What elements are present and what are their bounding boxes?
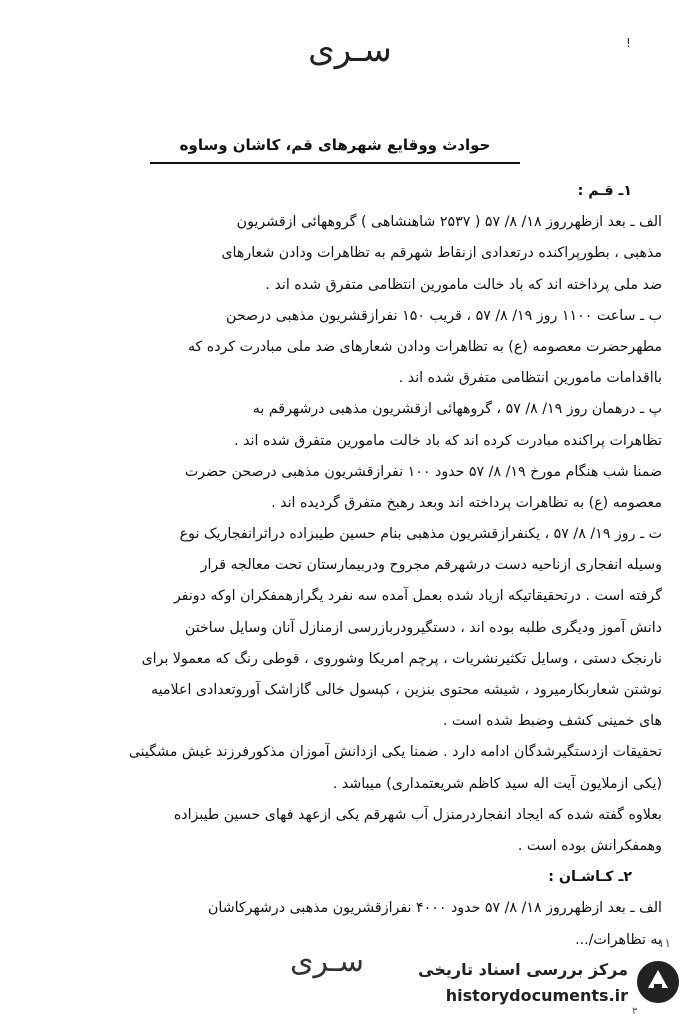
- body-line: مطهرحضرت معصومه (ع) به تظاهرات ودادن شعارهای ضد ملی مبادرت کرده که: [187, 338, 662, 355]
- body-line: های خمینی کشف وضبط شده است .: [442, 713, 662, 730]
- page-number-bottom: ۳: [632, 1006, 638, 1017]
- body-line: ۲ـ کـاشـان :: [548, 869, 632, 886]
- body-line: نوشتن شعاربکارمیرود ، شیشه محتوی بنزین ، کپسول خالی گازاشک آوروتعدادی اعلامیه: [151, 682, 662, 698]
- body-line: نارنجک دستی ، وسایل تکثیرنشریات ، پرچم امریکا وشوروی ، قوطی رنگ که معمولا برای: [141, 650, 662, 667]
- body-line: پ ـ درهمان روز ۱۹/ ۸/ ۵۷ ، گروههائی ازقشریون مذهبی درشهرقم به: [252, 401, 662, 418]
- body-line: ضمنا شب هنگام مورخ ۱۹/ ۸/ ۵۷ حدود ۱۰۰ نفرازقشریون مذهبی درصحن حضرت: [184, 463, 662, 480]
- page-number: ۱۱: [658, 936, 671, 950]
- body-line: ت ـ روز ۱۹/ ۸/ ۵۷ ، یکنفرازقشریون مذهبی بنام حسین طیبزاده دراثرانفجاریک نوع: [179, 526, 662, 543]
- body-line: تظاهرات پراکنده مبادرت کرده اند که باد خالت مامورین متفرق شده اند .: [234, 432, 662, 449]
- document-title-text: حوادث ووقایع شهرهای قم، کاشان وساوه: [179, 136, 491, 154]
- body-line: (یکی ازملایون آیت اله سید کاظم شریعتمداری) میباشد .: [332, 775, 662, 792]
- body-line: وسیله انفجاری ازناحیه دست درشهرقم مجروح ودربیمارستان تحت معالجه قرار: [200, 557, 662, 574]
- archive-logo-icon: [634, 958, 682, 1006]
- archive-watermark: [418, 954, 684, 1014]
- classification-footer: سـری: [290, 944, 364, 979]
- body-line: الف ـ بعد ازظهرروز ۱۸/ ۸/ ۵۷ حدود ۴۰۰۰ نفرازقشریون مذهبی درشهرکاشان: [207, 900, 662, 917]
- classification-header: سـری: [308, 30, 392, 70]
- body-line: وهمفکرانش بوده است .: [517, 837, 662, 854]
- body-line: الف ـ بعد ازظهرروز ۱۸/ ۸/ ۵۷ ( ۲۵۳۷ شاهنشاهی ) گروههائی ازقشریون: [236, 214, 662, 231]
- body-line: ضد ملی پرداخته اند که باد خالت مامورین انتظامی متفرق شده اند .: [265, 276, 662, 293]
- body-line: ب ـ ساعت ۱۱۰۰ روز ۱۹/ ۸/ ۵۷ ، قریب ۱۵۰ نفرازقشریون مذهبی درصحن: [226, 307, 662, 324]
- body-line: تحقیقات ازدستگیرشدگان ادامه دارد . ضمنا یکی ازدانش آموزان مذکورفرزند غیش مشگینی: [128, 744, 662, 761]
- document-title: [150, 136, 520, 164]
- body-line: گرفته است . درتحقیقاتیکه ازیاد شده بعمل آمده سه نفرد یگرازهمفکران اوکه دونفر: [173, 588, 662, 605]
- body-line: معصومه (ع) به تظاهرات پرداخته اند وبعد رهبخ متفرق گردیده اند .: [271, 494, 662, 511]
- title-underline: [150, 162, 520, 164]
- body-line: مذهبی ، بطورپراکنده درتعدادی ازنقاط شهرقم به تظاهرات ودادن شعارهای: [221, 245, 662, 262]
- body-line: دانش آموز ودیگری طلبه بوده اند ، دستگیرودربازرسی ازمنازل آنان وسایل ساختن: [184, 619, 662, 636]
- body-line: به تظاهرات/...: [575, 931, 662, 948]
- document-body: [42, 176, 662, 956]
- archive-name: مرکز بررسی اسناد تاریخی: [418, 960, 628, 979]
- body-line: بعلاوه گفته شده که ایجاد انفجاردرمنزل آب شهرقم یکی ازعهد فهای حسین طیبزاده: [173, 806, 662, 823]
- archive-url: historydocuments.ir: [445, 986, 628, 1005]
- body-line: ۱ـ قـم :: [577, 183, 632, 199]
- corner-mark: !: [626, 36, 631, 50]
- body-line: بااقدامات مامورین انتظامی متفرق شده اند .: [398, 370, 662, 387]
